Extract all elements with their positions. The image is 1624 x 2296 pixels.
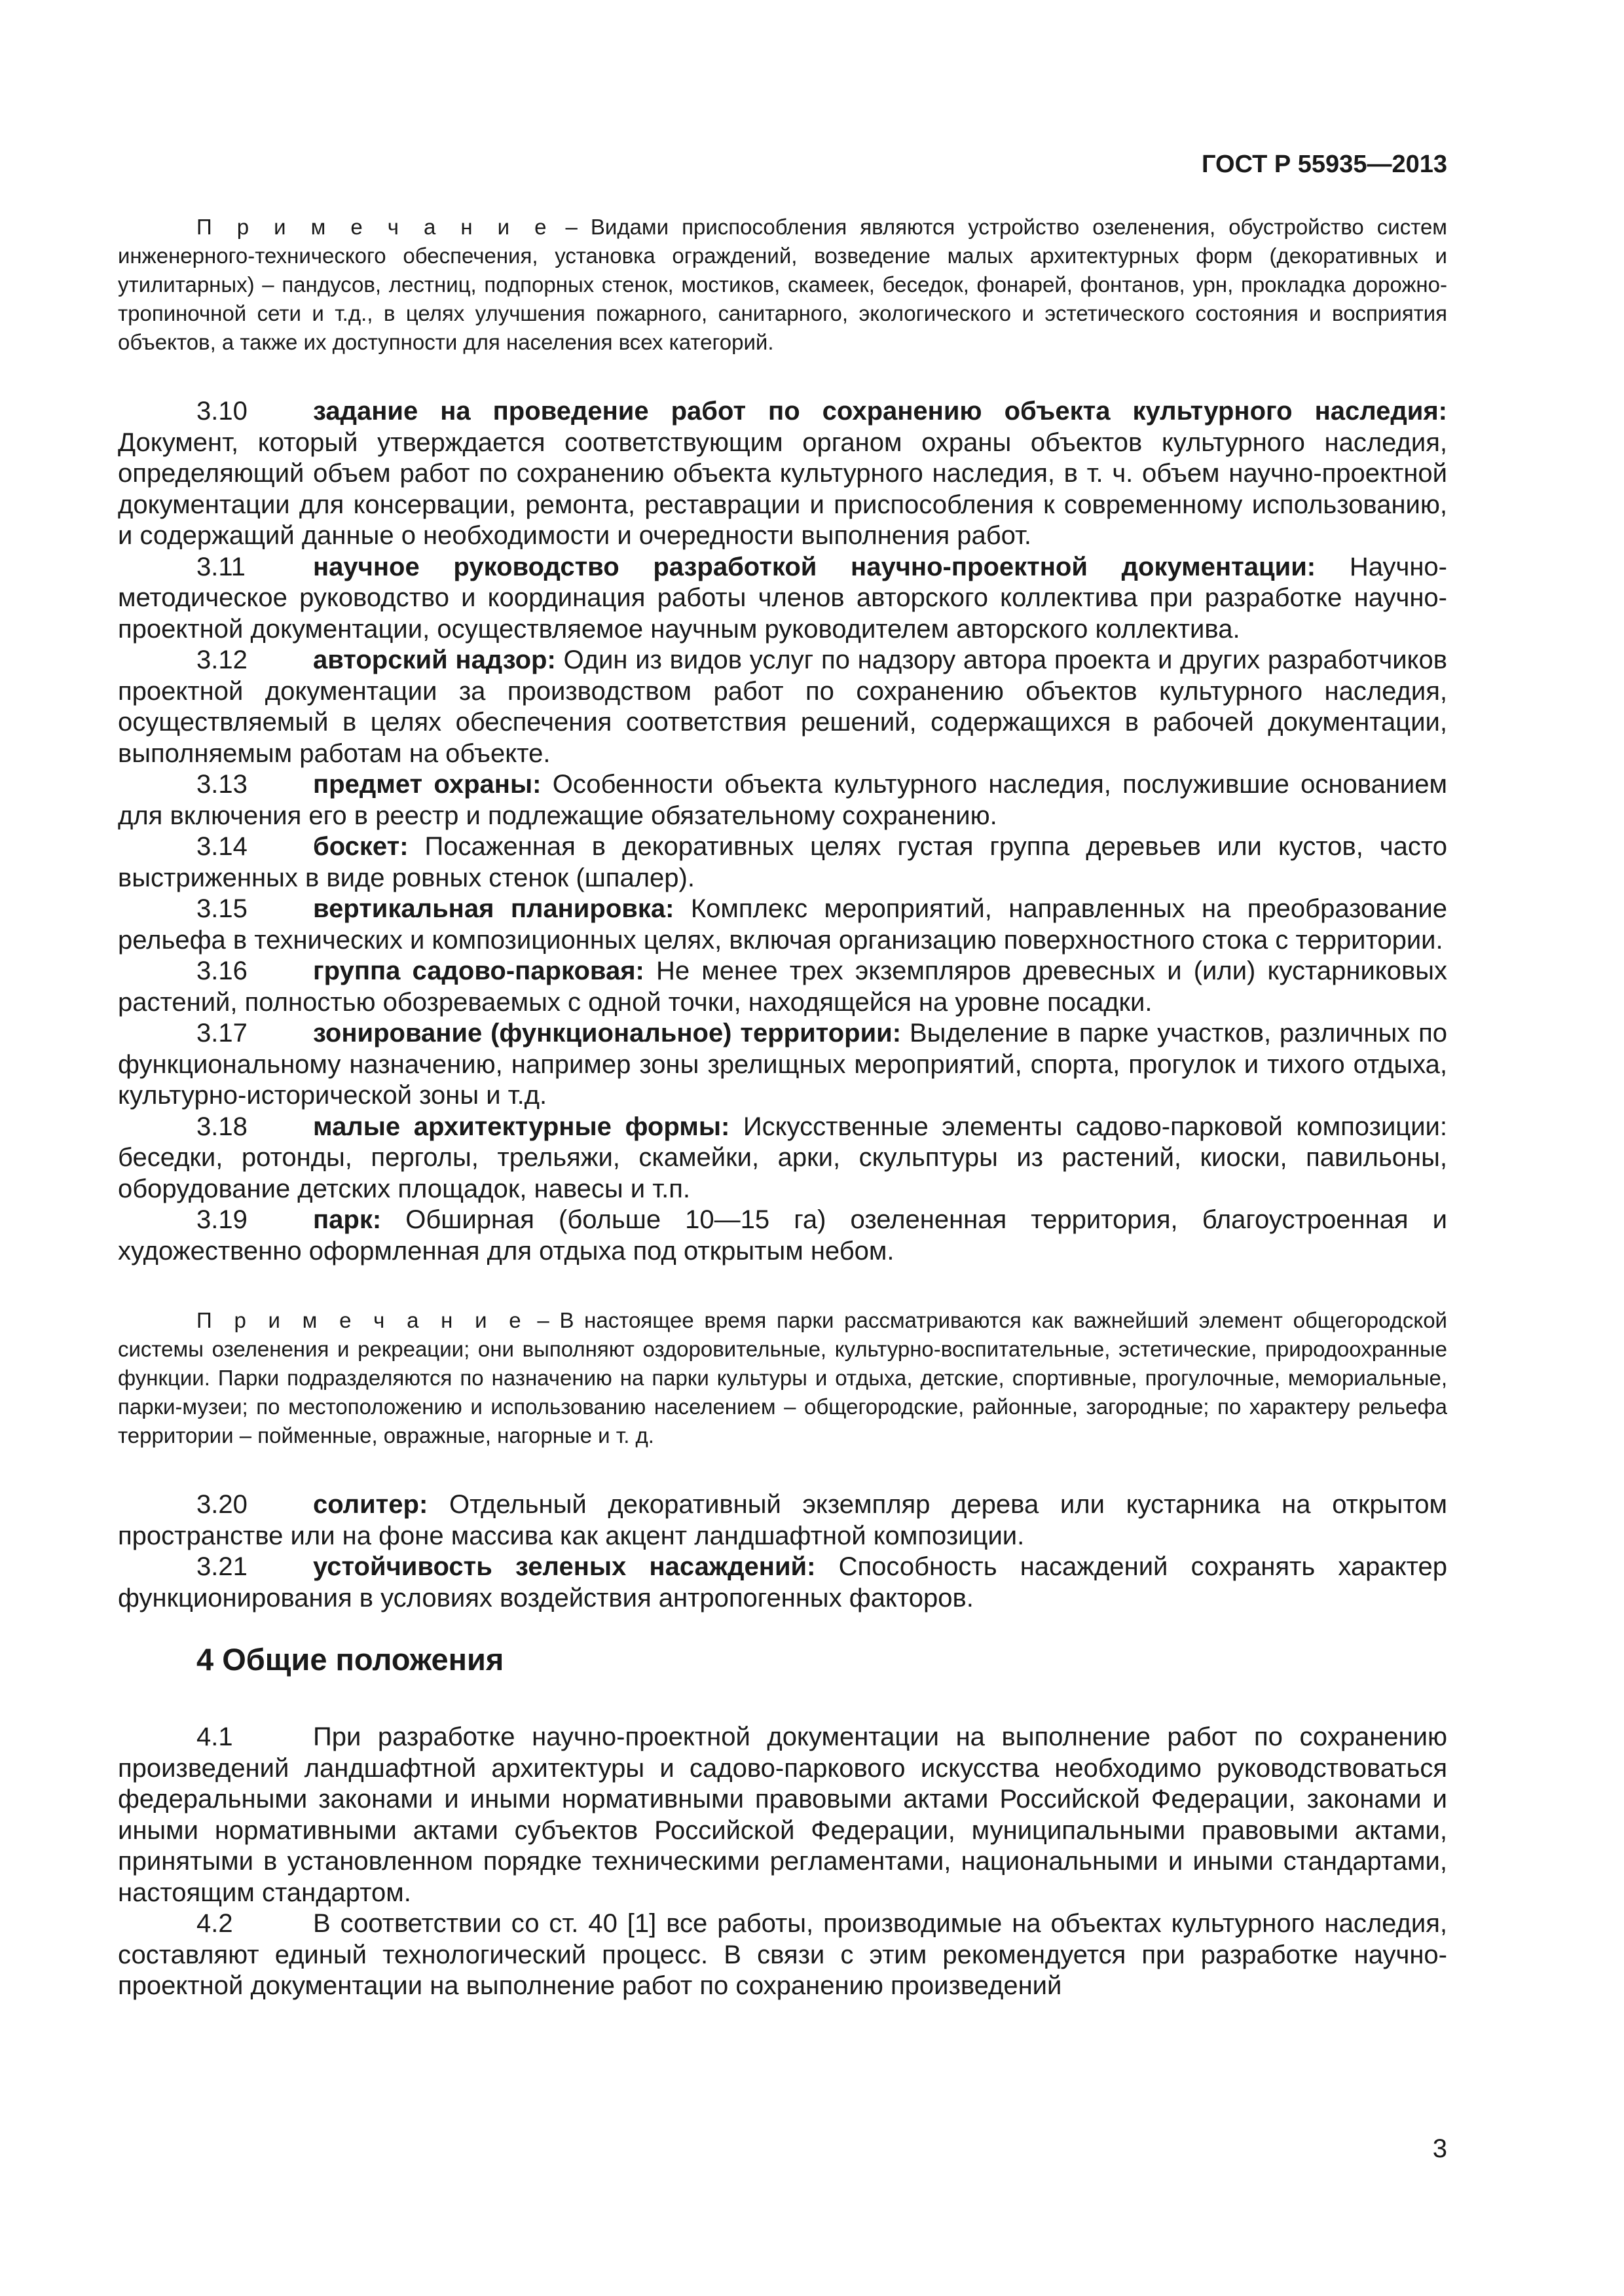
terms-list-a	[118, 396, 1447, 1267]
term-3-19	[118, 1205, 1447, 1267]
terms-list-b	[118, 1489, 1447, 1614]
term-3-16	[118, 956, 1447, 1018]
section-title: 4 Общие положения	[196, 1642, 504, 1677]
term-definition: Научно-методическое руководство и координация работы членов авторского коллектива при разработке научно-проектной документации, осуществляемое научным руководителем авторского коллектива.	[118, 552, 1447, 644]
term-title: вертикальная планировка:	[313, 894, 674, 923]
term-number: 3.13	[196, 770, 248, 799]
term-number: 3.15	[196, 894, 248, 923]
term-definition: Не менее трех экземпляров древесных и (или) кустарниковых растений, полностью обозреваемых с одной точки, находящейся на уровне посадки.	[118, 957, 1447, 1017]
term-title: группа садово-парковая:	[313, 957, 644, 985]
term-title: устойчивость зеленых насаждений:	[313, 1552, 816, 1581]
term-3-17	[118, 1018, 1447, 1112]
term-3-14	[118, 831, 1447, 894]
term-definition: Особенности объекта культурного наследия, послужившие основанием для включения его в реестр и подлежащие обязательному сохранению.	[118, 770, 1447, 830]
term-title: авторский надзор:	[313, 646, 556, 674]
term-number: 3.10	[196, 397, 248, 426]
term-title: зонирование (функциональное) территории:	[313, 1019, 902, 1048]
term-title: научное руководство разработкой научно-проектной документации:	[313, 552, 1316, 581]
note-2	[118, 1306, 1447, 1450]
note-1-label: П р и м е ч а н и е	[196, 215, 553, 239]
term-number: 3.14	[196, 832, 248, 861]
term-definition: Обширная (больше 10—15 га) озелененная территория, благоустроенная и художественно оформленная для отдыха под открытым небом.	[118, 1205, 1447, 1266]
term-definition: Один из видов услуг по надзору автора проекта и других разработчиков проектной документации за производством работ по сохранению объектов культурного наследия, осуществляемый в целях обеспечения соответствия решений, содержащихся в рабочей документации, выполняемым работам на объекте.	[118, 646, 1447, 768]
term-number: 3.21	[196, 1552, 248, 1581]
term-3-13	[118, 769, 1447, 831]
note-1	[118, 213, 1447, 357]
section-4-body	[118, 1722, 1447, 2002]
term-definition: Посаженная в декоративных целях густая группа деревьев или кустов, часто выстриженных в виде ровных стенок (шпалер).	[118, 832, 1447, 892]
term-title: боскет:	[313, 832, 409, 861]
term-title: солитер:	[313, 1490, 428, 1519]
note-1-text: – Видами приспособления являются устройство озеленения, обустройство систем инженерного-технического обеспечения, установка ограждений, возведение малых архитектурных форм (декоративных и утилитарных) – пандусов, лестниц, подпорных стенок, мостиков, скамеек, беседок, фонарей, фонтанов, урн, прокладка дорожно-тропиночной сети и т.д., в целях улучшения пожарного, санитарного, экологического и эстетического состояния и восприятия объектов, а также их доступности для населения всех категорий.	[118, 215, 1447, 354]
note-2-label: П р и м е ч а н и е	[196, 1308, 527, 1332]
term-3-20	[118, 1489, 1447, 1552]
term-title: малые архитектурные формы:	[313, 1112, 730, 1141]
term-3-10	[118, 396, 1447, 552]
term-definition: Отдельный декоративный экземпляр дерева или кустарника на открытом пространстве или на фоне массива как акцент ландшафтной композиции.	[118, 1490, 1447, 1550]
term-number: 3.19	[196, 1205, 248, 1234]
term-number: 3.11	[196, 552, 246, 581]
page-number: 3	[1432, 2134, 1447, 2163]
term-3-15	[118, 894, 1447, 956]
term-number: 3.18	[196, 1112, 248, 1141]
term-number: 3.16	[196, 957, 248, 985]
term-title: задание на проведение работ по сохранению объекта культурного наследия:	[313, 397, 1447, 426]
clause-4-2	[118, 1908, 1447, 2002]
document-code: ГОСТ Р 55935—2013	[1202, 151, 1447, 178]
term-number: 3.12	[196, 646, 248, 674]
clause-number: 4.1	[196, 1722, 233, 1751]
document-page	[118, 151, 1447, 2002]
term-number: 3.17	[196, 1019, 248, 1048]
clause-text: При разработке научно-проектной документации на выполнение работ по сохранению произведений ландшафтной архитектуры и садово-паркового искусства необходимо руководствоваться федеральными законами и иными нормативными правовыми актами Российской Федерации, законами и иными нормативными актами субъектов Российской Федерации, муниципальными правовыми актами, принятыми в установленном порядке техническими регламентами, национальными и иными стандартами, настоящим стандартом.	[118, 1722, 1447, 1907]
term-definition: Выделение в парке участков, различных по функциональному назначению, например зоны зрелищных мероприятий, спорта, прогулок и тихого отдыха, культурно-исторической зоны и т.д.	[118, 1019, 1447, 1110]
term-definition: Искусственные элементы садово-парковой композиции: беседки, ротонды, перголы, трельяжи, скамейки, арки, скульптуры из растений, киоски, павильоны, оборудование детских площадок, навесы и т.п.	[118, 1112, 1447, 1203]
term-title: предмет охраны:	[313, 770, 542, 799]
note-2-text: – В настоящее время парки рассматриваются как важнейший элемент общегородской системы озеленения и рекреации; они выполняют оздоровительные, культурно-воспитательные, эстетические, природоохранные функции. Парки подразделяются по назначению на парки культуры и отдыха, детские, спортивные, прогулочные, мемориальные, парки-музеи; по местоположению и использованию населением – общегородские, районные, загородные; по характеру рельефа территории – пойменные, овражные, нагорные и т. д.	[118, 1308, 1447, 1448]
term-definition: Комплекс мероприятий, направленных на преобразование рельефа в технических и композиционных целях, включая организацию поверхностного стока с территории.	[118, 894, 1447, 955]
term-definition: Документ, который утверждается соответствующим органом охраны объектов культурного наследия, определяющий объем работ по сохранению объекта культурного наследия, в т. ч. объем научно-проектной документации для консервации, ремонта, реставрации и приспособления к современному использованию, и содержащий данные о необходимости и очередности выполнения работ.	[118, 428, 1447, 550]
term-3-12	[118, 645, 1447, 769]
term-3-21	[118, 1552, 1447, 1614]
term-3-11	[118, 552, 1447, 646]
term-3-18	[118, 1112, 1447, 1205]
term-number: 3.20	[196, 1490, 248, 1519]
clause-text: В соответствии со ст. 40 [1] все работы, производимые на объектах культурного наследия, составляют единый технологический процесс. В связи с этим рекомендуется при разработке научно-проектной документации на выполнение работ по сохранению произведений	[118, 1909, 1447, 2000]
term-definition: Способность насаждений сохранять характер функционирования в условиях воздействия антропогенных факторов.	[118, 1552, 1447, 1613]
term-title: парк:	[313, 1205, 382, 1234]
clause-4-1	[118, 1722, 1447, 1908]
clause-number: 4.2	[196, 1909, 233, 1938]
